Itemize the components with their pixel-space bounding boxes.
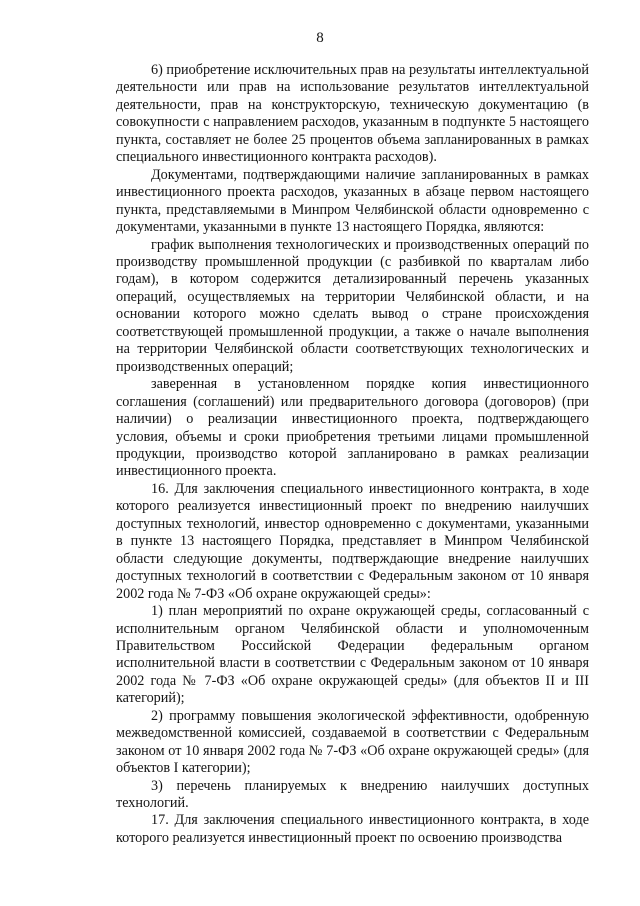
document-body	[116, 62, 589, 847]
page-number: 8	[316, 30, 324, 46]
paragraph-investment-agreement-copy: заверенная в установленном порядке копия инвестиционного соглашения (соглашений) или предварительного договора (договоров) (при наличии) о реализации инвестиционного проекта, подтверждающего условия, объемы и сроки приобретения третьими лицами промышленной продукции, производство которой запланировано в рамках реализации инвестиционного проекта.	[116, 376, 589, 480]
paragraph-6-intellectual-property: 6) приобретение исключительных прав на результаты интеллектуальной деятельности или прав на использование результатов интеллектуальной деятельности, прав на конструкторскую, техническую документацию (в совокупности с направлением расходов, указанным в подпункте 5 настоящего пункта, составляет не более 25 процентов объема запланированных в рамках специального инвестиционного контракта расходов).	[116, 62, 589, 166]
paragraph-16-item-3: 3) перечень планируемых к внедрению наилучших доступных технологий.	[116, 777, 589, 812]
paragraph-16-item-2: 2) программу повышения экологической эффективности, одобренную межведомственной комиссией, создаваемой в соответствии с Федеральным законом от 10 января 2002 года № 7-ФЗ «Об охране окружающей среды» (для объектов I категории);	[116, 707, 589, 777]
paragraph-16: 16. Для заключения специального инвестиционного контракта, в ходе которого реализуется инвестиционный проект по внедрению наилучших доступных технологий, инвестор одновременно с документами, указанными в пункте 13 настоящего Порядка, представляет в Минпром Челябинской области следующие документы, подтверждающие внедрение наилучших доступных технологий в соответствии с Федеральным законом от 10 января 2002 года № 7-ФЗ «Об охране окружающей среды»:	[116, 480, 589, 602]
paragraph-operations-schedule: график выполнения технологических и производственных операций по производству промышленной продукции (с разбивкой по кварталам либо годам), в котором содержится детализированный перечень указанных операций, осуществляемых на территории Челябинской области, и на основании которого можно сделать вывод о стране происхождения соответствующей промышленной продукции, а также о начале выполнения на территории Челябинской области соответствующих технологических и производственных операций;	[116, 236, 589, 375]
paragraph-17: 17. Для заключения специального инвестиционного контракта, в ходе которого реализуется инвестиционный проект по освоению производства	[116, 812, 589, 846]
paragraph-supporting-documents: Документами, подтверждающими наличие запланированных в рамках инвестиционного проекта расходов, указанных в абзаце первом настоящего пункта, представляемыми в Минпром Челябинской области одновременно с документами, указанными в пункте 13 настоящего Порядка, являются:	[116, 166, 589, 236]
paragraph-16-item-1: 1) план мероприятий по охране окружающей среды, согласованный с исполнительным органом Челябинской области и уполномоченным Правительством Российской Федерации федеральным органом исполнительной власти в соответствии с Федеральным законом от 10 января 2002 года № 7-ФЗ «Об охране окружающей среды» (для объектов II и III категорий);	[116, 603, 589, 707]
